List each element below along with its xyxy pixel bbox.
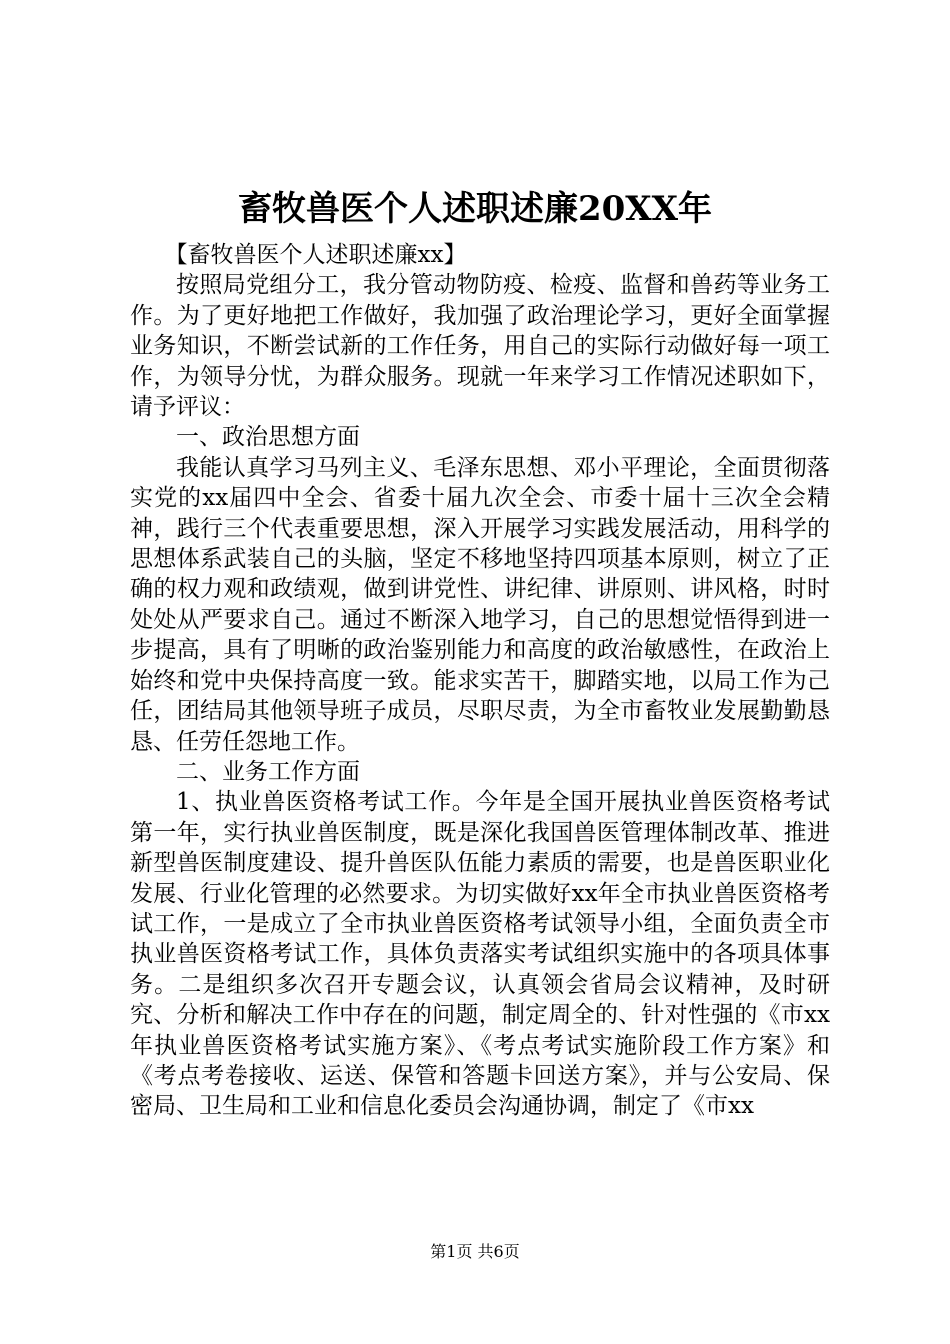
page-footer: 第1页 共6页 (430, 1242, 520, 1261)
document-subtitle: 【畜牧兽医个人述职述廉xx】 (164, 242, 467, 268)
document-body (130, 240, 830, 1122)
paragraph-intro: 按照局党组分工，我分管动物防疫、检疫、监督和兽药等业务工作。为了更好地把工作做好，我加强了政治理论学习，更好全面掌握业务知识，不断尝试新的工作任务，用自己的实际行动做好每一项工作，为领导分忧，为群众服务。现就一年来学习工作情况述职如下，请予评议： (130, 272, 830, 421)
section-heading-political: 一、政治思想方面 (176, 424, 360, 451)
document-title: 畜牧兽医个人述职述廉20XX年 (237, 189, 713, 229)
paragraph-business: 1、执业兽医资格考试工作。今年是全国开展执业兽医资格考试第一年，实行执业兽医制度，既是深化我国兽医管理体制改革、推进新型兽医制度建设、提升兽医队伍能力素质的需要，也是兽医职业化发展、行业化管理的必然要求。为切实做好xx年全市执业兽医资格考试工作，一是成立了全市执业兽医资格考试领导小组，全面负责全市执业兽医资格考试工作，具体负责落实考试组织实施中的各项具体事务。二是组织多次召开专题会议，认真领会省局会议精神，及时研究、分析和解决工作中存在的问题，制定周全的、针对性强的《市xx年执业兽医资格考试实施方案》、《考点考试实施阶段工作方案》和《考点考卷接收、运送、保管和答题卡回送方案》，并与公安局、保密局、卫生局和工业和信息化委员会沟通协调，制定了《市xx (130, 789, 830, 1120)
section-heading-business: 二、业务工作方面 (176, 758, 360, 785)
paragraph-political: 我能认真学习马列主义、毛泽东思想、邓小平理论，全面贯彻落实党的xx届四中全会、省委十届九次全会、市委十届十三次全会精神，践行三个代表重要思想，深入开展学习实践发展活动，用科学的思想体系武装自己的头脑，坚定不移地坚持四项基本原则，树立了正确的权力观和政绩观，做到讲党性、讲纪律、讲原则、讲风格，时时处处从严要求自己。通过不断深入地学习，自己的思想觉悟得到进一步提高，具有了明晰的政治鉴别能力和高度的政治敏感性，在政治上始终和党中央保持高度一致。能求实苦干，脚踏实地，以局工作为己任，团结局其他领导班子成员，尽职尽责，为全市畜牧业发展勤勤恳恳、任劳任怨地工作。 (130, 454, 830, 755)
